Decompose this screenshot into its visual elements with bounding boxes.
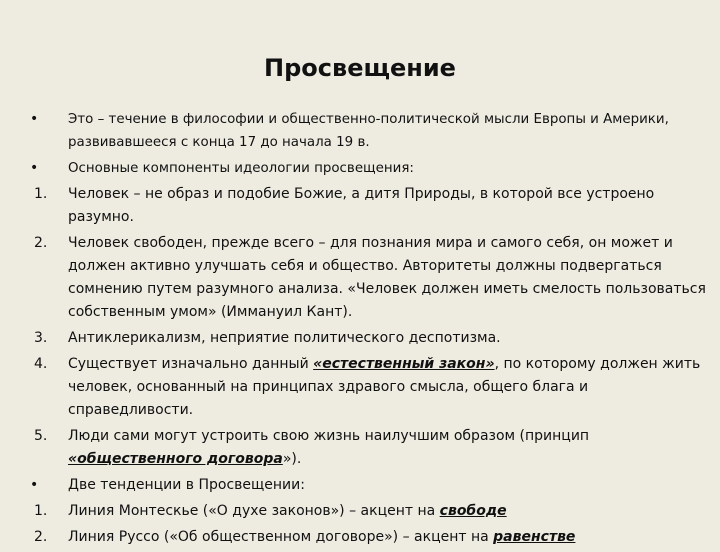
item-text-pre: Линия Руссо («Об общественном договоре») – акцент на — [68, 529, 494, 545]
item-text: Основные компоненты идеологии просвещения: — [68, 161, 414, 176]
item-text: Антиклерикализм, неприятие политического деспотизма. — [68, 330, 501, 346]
number-marker: 2. — [34, 235, 48, 251]
item-text-post: »). — [282, 451, 302, 467]
number-marker: 4. — [34, 356, 48, 372]
emphasis-natural-law: «естественный закон» — [313, 356, 495, 372]
item-text — [68, 425, 712, 471]
bullet-marker: • — [30, 477, 39, 493]
number-marker: 2. — [34, 529, 48, 545]
list-item — [34, 500, 712, 523]
list-item — [34, 327, 712, 350]
item-text-pre: Люди сами могут устроить свою жизнь наилучшим образом (принцип — [68, 428, 590, 444]
list-item — [34, 526, 712, 549]
item-text — [68, 353, 712, 422]
emphasis-equality: равенстве — [493, 529, 576, 545]
item-text: Человек – не образ и подобие Божие, а дитя Природы, в которой все устроено разумно. — [68, 186, 655, 225]
list-item — [34, 232, 712, 324]
list-item — [34, 353, 712, 422]
list-item — [30, 108, 712, 154]
item-text: Это – течение в философии и общественно-политической мысли Европы и Америки, развивавшееся с конца 17 до начала 19 в. — [68, 112, 669, 150]
emphasis-social-contract: «общественного договора — [68, 451, 283, 467]
list-item — [30, 474, 712, 497]
list-item — [30, 157, 712, 180]
number-marker: 1. — [34, 503, 48, 519]
item-text — [68, 500, 712, 523]
bullet-marker: • — [30, 160, 39, 176]
slide-title: Просвещение — [264, 54, 456, 82]
bullet-marker: • — [30, 111, 39, 127]
slide-body — [30, 108, 712, 552]
emphasis-freedom: свободе — [439, 503, 507, 519]
number-marker: 5. — [34, 428, 48, 444]
item-text-pre: Существует изначально данный — [68, 356, 314, 372]
item-text: Человек свободен, прежде всего – для познания мира и самого себя, он может и должен активно улучшать себя и общество. Авторитеты должны подвергаться сомнению путем разумного анализа. «Человек должен иметь смелость пользоваться собственным умом» (Иммануил Кант). — [68, 235, 706, 320]
list-item — [34, 425, 712, 471]
item-text-post: , по которому должен жить человек, основанный на принципах здравого смысла, общего блага и справедливости. — [68, 356, 701, 418]
item-text: Две тенденции в Просвещении: — [68, 477, 305, 493]
item-text-pre: Линия Монтескье («О духе законов») – акцент на — [68, 503, 440, 519]
list-item — [34, 183, 712, 229]
number-marker: 1. — [34, 186, 48, 202]
number-marker: 3. — [34, 330, 48, 346]
item-text — [68, 526, 712, 549]
